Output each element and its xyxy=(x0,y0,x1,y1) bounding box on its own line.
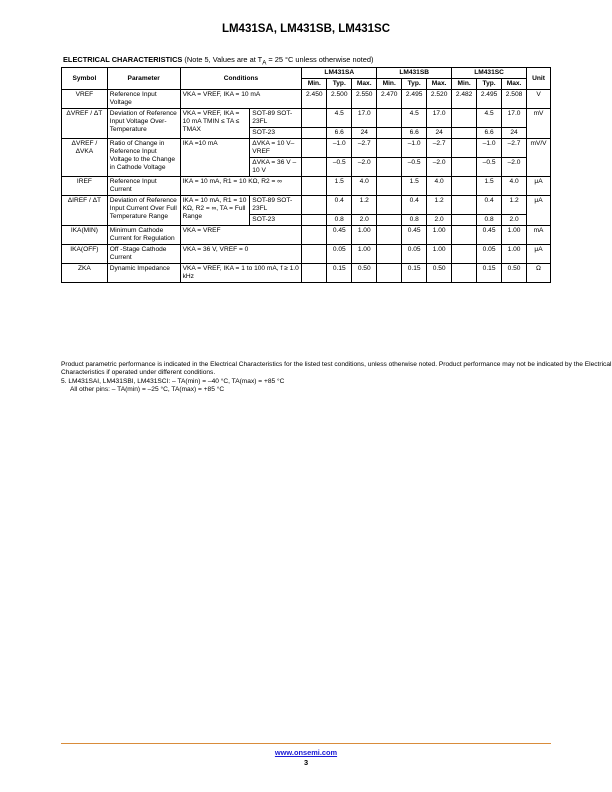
table-header-row xyxy=(62,68,551,79)
note-5-line-1: 5. LM431SAI, LM431SBI, LM431SCI: – TA(min) = –40 °C, TA(max) = +85 °C xyxy=(61,378,285,385)
cell-value: 1.5 xyxy=(327,177,352,196)
cell-unit: mA xyxy=(527,226,551,245)
cell-value: 1.00 xyxy=(502,226,527,245)
cell-symbol: ΔIREF / ΔT xyxy=(62,196,108,226)
cell-symbol: ΔVREF / ΔVKA xyxy=(62,139,108,177)
cell-symbol: IREF xyxy=(62,177,108,196)
cell-value xyxy=(302,139,327,158)
header-lm431sc: LM431SC xyxy=(452,68,527,79)
cell-value xyxy=(377,215,402,226)
cell-value: 4.5 xyxy=(477,109,502,128)
cell-value xyxy=(377,177,402,196)
footer-website-link[interactable]: www.onsemi.com xyxy=(274,748,338,757)
cell-value: 1.2 xyxy=(502,196,527,215)
cell-unit: μA xyxy=(527,245,551,264)
cell-value xyxy=(302,196,327,215)
cell-value xyxy=(377,139,402,158)
cell-value xyxy=(452,264,477,283)
cell-value: 1.5 xyxy=(477,177,502,196)
table-row xyxy=(62,226,551,245)
page-number: 3 xyxy=(303,758,309,767)
cell-value: –0.5 xyxy=(327,158,352,177)
table-caption xyxy=(63,55,373,66)
cell-value: –2.0 xyxy=(502,158,527,177)
cell-conditions: VKA = VREF xyxy=(180,226,302,245)
cell-value: 0.50 xyxy=(352,264,377,283)
cell-value: 0.15 xyxy=(402,264,427,283)
cell-conditions: IKA = 10 mA, R1 = 10 KΩ, R2 = ∞ xyxy=(180,177,302,196)
cell-parameter: Minimum Cathode Current for Regulation xyxy=(107,226,180,245)
table-caption-tail: = 25 °C unless otherwise noted) xyxy=(266,55,374,64)
cell-value xyxy=(452,128,477,139)
cell-value xyxy=(452,215,477,226)
header-parameter: Parameter xyxy=(107,68,180,90)
cell-symbol: ΔVREF / ΔT xyxy=(62,109,108,139)
cell-value xyxy=(302,245,327,264)
cell-value: 2.495 xyxy=(477,90,502,109)
cell-value: 2.520 xyxy=(427,90,452,109)
cell-value: 17.0 xyxy=(502,109,527,128)
cell-value: 0.4 xyxy=(327,196,352,215)
cell-value xyxy=(452,139,477,158)
cell-package: SOT-89 SOT-23FL xyxy=(250,109,302,128)
cell-value xyxy=(452,226,477,245)
table-caption-rest: (Note 5, Values are at T xyxy=(182,55,263,64)
cell-value: –0.5 xyxy=(477,158,502,177)
cell-conditions: VKA = VREF, IKA = 1 to 100 mA, f ≥ 1.0 kHz xyxy=(180,264,302,283)
table-caption-sub: A xyxy=(262,59,267,67)
cell-value: 1.00 xyxy=(502,245,527,264)
header-lm431sb: LM431SB xyxy=(377,68,452,79)
cell-parameter: Reference Input Voltage xyxy=(107,90,180,109)
cell-value xyxy=(377,128,402,139)
cell-unit: V xyxy=(527,90,551,109)
cell-value: 24 xyxy=(502,128,527,139)
table-row xyxy=(62,139,551,158)
cell-symbol: VREF xyxy=(62,90,108,109)
cell-value: 4.0 xyxy=(427,177,452,196)
cell-unit: μA xyxy=(527,196,551,226)
cell-value xyxy=(452,245,477,264)
cell-value: –1.0 xyxy=(327,139,352,158)
cell-package: ΔVKA = 36 V – 10 V xyxy=(250,158,302,177)
cell-value xyxy=(302,177,327,196)
cell-value: 2.508 xyxy=(502,90,527,109)
cell-value xyxy=(377,264,402,283)
footer-divider xyxy=(61,743,551,744)
cell-conditions: VKA = VREF, IKA = 10 mA xyxy=(180,90,302,109)
header-min: Min. xyxy=(377,79,402,90)
cell-parameter: Ratio of Change in Reference Input Voltage to the Change in Cathode Voltage xyxy=(107,139,180,177)
header-typ: Typ. xyxy=(477,79,502,90)
header-symbol: Symbol xyxy=(62,68,108,90)
cell-value: 2.550 xyxy=(352,90,377,109)
cell-value xyxy=(302,158,327,177)
table-caption-bold: ELECTRICAL CHARACTERISTICS xyxy=(63,55,183,64)
cell-value xyxy=(377,196,402,215)
cell-value: 4.5 xyxy=(327,109,352,128)
cell-value: 0.8 xyxy=(402,215,427,226)
cell-parameter: Dynamic Impedance xyxy=(107,264,180,283)
cell-value: 1.00 xyxy=(427,226,452,245)
cell-value xyxy=(302,109,327,128)
cell-parameter: Deviation of Reference Input Current Over Full Temperature Range xyxy=(107,196,180,226)
cell-value: 0.15 xyxy=(327,264,352,283)
cell-value xyxy=(302,226,327,245)
cell-value: –2.0 xyxy=(427,158,452,177)
cell-unit: mV xyxy=(527,109,551,139)
cell-symbol: IKA(OFF) xyxy=(62,245,108,264)
cell-value xyxy=(377,226,402,245)
cell-value: 2.500 xyxy=(327,90,352,109)
cell-value xyxy=(302,128,327,139)
table-row xyxy=(62,177,551,196)
cell-value: –1.0 xyxy=(402,139,427,158)
cell-value: 17.0 xyxy=(352,109,377,128)
table-row xyxy=(62,264,551,283)
cell-value: 0.45 xyxy=(402,226,427,245)
cell-value: 0.45 xyxy=(477,226,502,245)
cell-value xyxy=(302,264,327,283)
header-max: Max. xyxy=(427,79,452,90)
cell-value: 6.6 xyxy=(402,128,427,139)
cell-package: SOT-23 xyxy=(250,215,302,226)
cell-symbol: ZKA xyxy=(62,264,108,283)
electrical-characteristics-table xyxy=(61,67,551,283)
cell-conditions: VKA = VREF, IKA = 10 mA TMIN ≤ TA ≤ TMAX xyxy=(180,109,250,139)
cell-value: 4.0 xyxy=(502,177,527,196)
cell-value xyxy=(377,245,402,264)
cell-value: 0.05 xyxy=(402,245,427,264)
cell-value: 0.4 xyxy=(402,196,427,215)
cell-value: 0.50 xyxy=(502,264,527,283)
table-row xyxy=(62,109,551,128)
header-lm431sa: LM431SA xyxy=(302,68,377,79)
cell-value: 2.0 xyxy=(502,215,527,226)
cell-value xyxy=(452,158,477,177)
note-parametric: Product parametric performance is indicated in the Electrical Characteristics for the listed test conditions, unless otherwise noted. Product performance may not be indicated by the Electrical Characteristics if operated under different conditions. xyxy=(61,361,612,376)
cell-symbol: IKA(MIN) xyxy=(62,226,108,245)
note-5-line-2: All other pins: – TA(min) = –25 °C, TA(max) = +85 °C xyxy=(70,386,225,393)
cell-value xyxy=(452,109,477,128)
cell-value: 2.0 xyxy=(352,215,377,226)
cell-value: 0.50 xyxy=(427,264,452,283)
table-row xyxy=(62,245,551,264)
cell-value: 0.8 xyxy=(327,215,352,226)
cell-value: 1.2 xyxy=(352,196,377,215)
cell-package: ΔVKA = 10 V–VREF xyxy=(250,139,302,158)
header-typ: Typ. xyxy=(327,79,352,90)
cell-parameter: Deviation of Reference Input Voltage Over- Temperature xyxy=(107,109,180,139)
table-row xyxy=(62,90,551,109)
cell-package: SOT-23 xyxy=(250,128,302,139)
header-max: Max. xyxy=(352,79,377,90)
cell-value: 2.450 xyxy=(302,90,327,109)
cell-unit: Ω xyxy=(527,264,551,283)
cell-value: –2.0 xyxy=(352,158,377,177)
cell-value: 2.482 xyxy=(452,90,477,109)
header-unit: Unit xyxy=(527,68,551,90)
cell-unit: μA xyxy=(527,177,551,196)
cell-value: –1.0 xyxy=(477,139,502,158)
cell-value: 4.5 xyxy=(402,109,427,128)
cell-value: –0.5 xyxy=(402,158,427,177)
header-min: Min. xyxy=(302,79,327,90)
header-max: Max. xyxy=(502,79,527,90)
cell-value: 1.00 xyxy=(427,245,452,264)
cell-value xyxy=(377,109,402,128)
cell-parameter: Reference Input Current xyxy=(107,177,180,196)
cell-value: 0.4 xyxy=(477,196,502,215)
cell-value xyxy=(302,215,327,226)
cell-value: 4.0 xyxy=(352,177,377,196)
header-conditions: Conditions xyxy=(180,68,302,90)
cell-value xyxy=(452,196,477,215)
cell-value: –2.7 xyxy=(502,139,527,158)
cell-value: 0.8 xyxy=(477,215,502,226)
cell-value xyxy=(452,177,477,196)
cell-value xyxy=(377,158,402,177)
cell-parameter: Off -Stage Cathode Current xyxy=(107,245,180,264)
cell-value: 1.00 xyxy=(352,226,377,245)
cell-value: 6.6 xyxy=(477,128,502,139)
cell-value: 1.5 xyxy=(402,177,427,196)
table-row xyxy=(62,196,551,215)
cell-value: 6.6 xyxy=(327,128,352,139)
cell-value: 2.495 xyxy=(402,90,427,109)
cell-conditions: IKA = 10 mA, R1 = 10 KΩ, R2 = ∞, TA = Full Range xyxy=(180,196,250,226)
cell-value: 1.00 xyxy=(352,245,377,264)
cell-conditions: VKA = 36 V, VREF = 0 xyxy=(180,245,302,264)
header-typ: Typ. xyxy=(402,79,427,90)
cell-value: 24 xyxy=(352,128,377,139)
cell-value: –2.7 xyxy=(427,139,452,158)
cell-value: 0.45 xyxy=(327,226,352,245)
cell-value: 17.0 xyxy=(427,109,452,128)
cell-value: 0.05 xyxy=(327,245,352,264)
page-title: LM431SA, LM431SB, LM431SC xyxy=(221,23,391,35)
cell-unit: mV/V xyxy=(527,139,551,177)
cell-value: –2.7 xyxy=(352,139,377,158)
cell-value: 0.05 xyxy=(477,245,502,264)
cell-value: 2.0 xyxy=(427,215,452,226)
header-min: Min. xyxy=(452,79,477,90)
cell-value: 1.2 xyxy=(427,196,452,215)
cell-value: 24 xyxy=(427,128,452,139)
cell-package: SOT-89 SOT-23FL xyxy=(250,196,302,215)
cell-value: 2.470 xyxy=(377,90,402,109)
cell-conditions: IKA =10 mA xyxy=(180,139,250,177)
cell-value: 0.15 xyxy=(477,264,502,283)
